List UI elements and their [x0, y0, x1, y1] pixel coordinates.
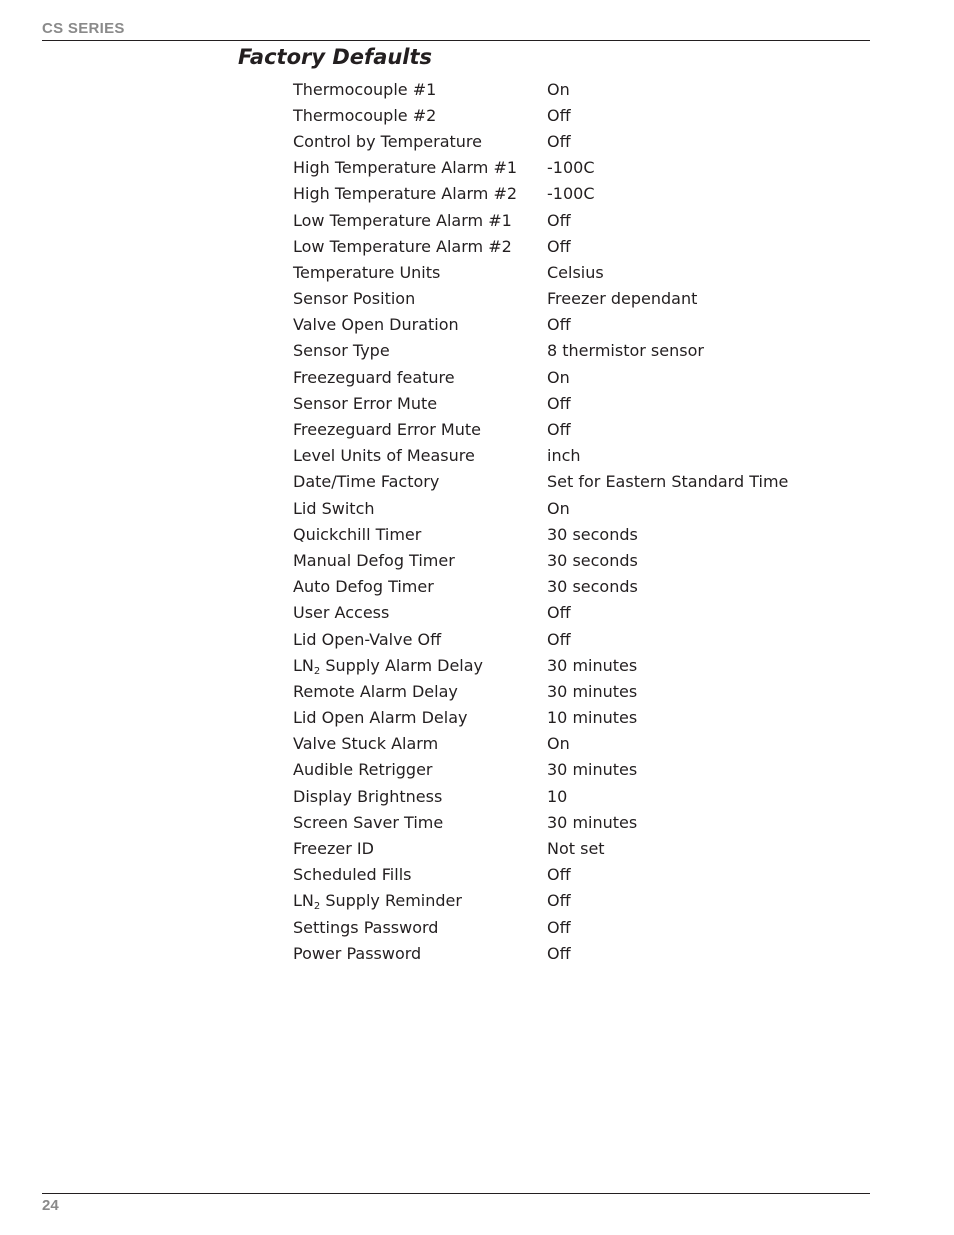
- setting-name: Thermocouple #2: [293, 105, 437, 125]
- setting-row: [293, 914, 853, 940]
- page-number: 24: [42, 1197, 59, 1214]
- setting-name: Lid Open-Valve Off: [293, 629, 442, 649]
- setting-row: [293, 207, 853, 233]
- setting-value: Off: [547, 393, 571, 413]
- setting-name: Power Password: [293, 943, 422, 963]
- footer-divider: [42, 1193, 870, 1194]
- setting-row: [293, 862, 853, 888]
- setting-name: Valve Stuck Alarm: [293, 734, 439, 754]
- setting-row: [293, 364, 853, 390]
- setting-row: [293, 888, 853, 914]
- setting-row: [293, 574, 853, 600]
- setting-row: [293, 940, 853, 966]
- setting-value: 30 minutes: [547, 760, 638, 780]
- setting-name: Settings Password: [293, 917, 439, 937]
- setting-name: Sensor Type: [293, 341, 390, 361]
- setting-row: [293, 469, 853, 495]
- setting-row: [293, 731, 853, 757]
- setting-name: Scheduled Fills: [293, 865, 412, 885]
- setting-value: Off: [547, 603, 571, 623]
- setting-row: [293, 443, 853, 469]
- setting-value: 30 seconds: [547, 550, 638, 570]
- setting-value: Off: [547, 943, 571, 963]
- setting-row: [293, 102, 853, 128]
- setting-value: 10: [547, 786, 568, 806]
- setting-name: Quickchill Timer: [293, 524, 422, 544]
- setting-value: Off: [547, 420, 571, 440]
- setting-row: [293, 521, 853, 547]
- setting-name: Remote Alarm Delay: [293, 681, 458, 701]
- setting-row: [293, 835, 853, 861]
- setting-name: Sensor Position: [293, 289, 416, 309]
- setting-name: Freezer ID: [293, 839, 374, 859]
- setting-name: Thermocouple #1: [293, 79, 437, 99]
- setting-name: Freezeguard Error Mute: [293, 420, 481, 440]
- setting-row: [293, 705, 853, 731]
- setting-value: 30 minutes: [547, 812, 638, 832]
- setting-value: Off: [547, 917, 571, 937]
- setting-value: On: [547, 79, 570, 99]
- setting-name: Display Brightness: [293, 786, 443, 806]
- setting-row: [293, 76, 853, 102]
- setting-name: Control by Temperature: [293, 131, 482, 151]
- setting-row: [293, 547, 853, 573]
- setting-value: Not set: [547, 839, 605, 859]
- setting-value: Off: [547, 210, 571, 230]
- setting-name: Low Temperature Alarm #2: [293, 236, 512, 256]
- setting-name-subscript: 2: [313, 665, 321, 677]
- setting-name: High Temperature Alarm #2: [293, 184, 518, 204]
- setting-name: Temperature Units: [293, 262, 441, 282]
- setting-name: User Access: [293, 603, 390, 623]
- setting-name: Low Temperature Alarm #1: [293, 210, 512, 230]
- setting-row: [293, 155, 853, 181]
- setting-value: 30 seconds: [547, 524, 638, 544]
- header-divider: [42, 40, 870, 41]
- section-title: Factory Defaults: [238, 45, 433, 69]
- setting-name-prefix: LN: [293, 655, 314, 675]
- setting-value: Off: [547, 105, 571, 125]
- setting-value: Off: [547, 236, 571, 256]
- setting-value: Off: [547, 131, 571, 151]
- setting-name: [293, 891, 547, 913]
- setting-row: [293, 495, 853, 521]
- setting-name-prefix: LN: [293, 891, 314, 911]
- setting-row: [293, 286, 853, 312]
- setting-value: -100C: [547, 158, 595, 178]
- setting-name: Level Units of Measure: [293, 446, 475, 466]
- setting-row: [293, 678, 853, 704]
- setting-value: Off: [547, 629, 571, 649]
- setting-value: 10 minutes: [547, 708, 638, 728]
- setting-name: Audible Retrigger: [293, 760, 433, 780]
- setting-name: Date/Time Factory: [293, 472, 440, 492]
- setting-value: On: [547, 367, 570, 387]
- setting-row: [293, 259, 853, 285]
- setting-name: High Temperature Alarm #1: [293, 158, 518, 178]
- setting-name: Valve Open Duration: [293, 315, 459, 335]
- setting-value: 30 seconds: [547, 577, 638, 597]
- setting-row: [293, 416, 853, 442]
- setting-name: Auto Defog Timer: [293, 577, 434, 597]
- setting-row: [293, 181, 853, 207]
- setting-row: [293, 312, 853, 338]
- setting-row: [293, 390, 853, 416]
- setting-value: -100C: [547, 184, 595, 204]
- setting-name: Sensor Error Mute: [293, 393, 438, 413]
- setting-name: Lid Switch: [293, 498, 375, 518]
- setting-value: inch: [547, 446, 581, 466]
- setting-name: Manual Defog Timer: [293, 550, 455, 570]
- setting-value: Off: [547, 315, 571, 335]
- setting-row: [293, 783, 853, 809]
- setting-value: Off: [547, 891, 571, 911]
- setting-row: [293, 338, 853, 364]
- setting-row: [293, 757, 853, 783]
- setting-name-suffix: Supply Reminder: [320, 891, 462, 911]
- series-header: CS SERIES: [42, 20, 125, 37]
- setting-value: 30 minutes: [547, 681, 638, 701]
- setting-value: Celsius: [547, 262, 604, 282]
- setting-value: Set for Eastern Standard Time: [547, 472, 789, 492]
- setting-row: [293, 600, 853, 626]
- setting-row: [293, 626, 853, 652]
- setting-row: [293, 233, 853, 259]
- setting-value: 8 thermistor sensor: [547, 341, 704, 361]
- factory-defaults-list: [293, 76, 853, 966]
- setting-row: [293, 809, 853, 835]
- setting-name-suffix: Supply Alarm Delay: [320, 655, 484, 675]
- setting-name: Lid Open Alarm Delay: [293, 708, 468, 728]
- setting-value: 30 minutes: [547, 655, 638, 675]
- setting-value: Freezer dependant: [547, 289, 698, 309]
- setting-row: [293, 128, 853, 154]
- setting-value: On: [547, 734, 570, 754]
- setting-value: Off: [547, 865, 571, 885]
- setting-value: On: [547, 498, 570, 518]
- setting-name: Freezeguard feature: [293, 367, 455, 387]
- setting-row: [293, 652, 853, 678]
- setting-name: Screen Saver Time: [293, 812, 444, 832]
- setting-name: [293, 656, 547, 675]
- setting-name-subscript: 2: [313, 901, 321, 913]
